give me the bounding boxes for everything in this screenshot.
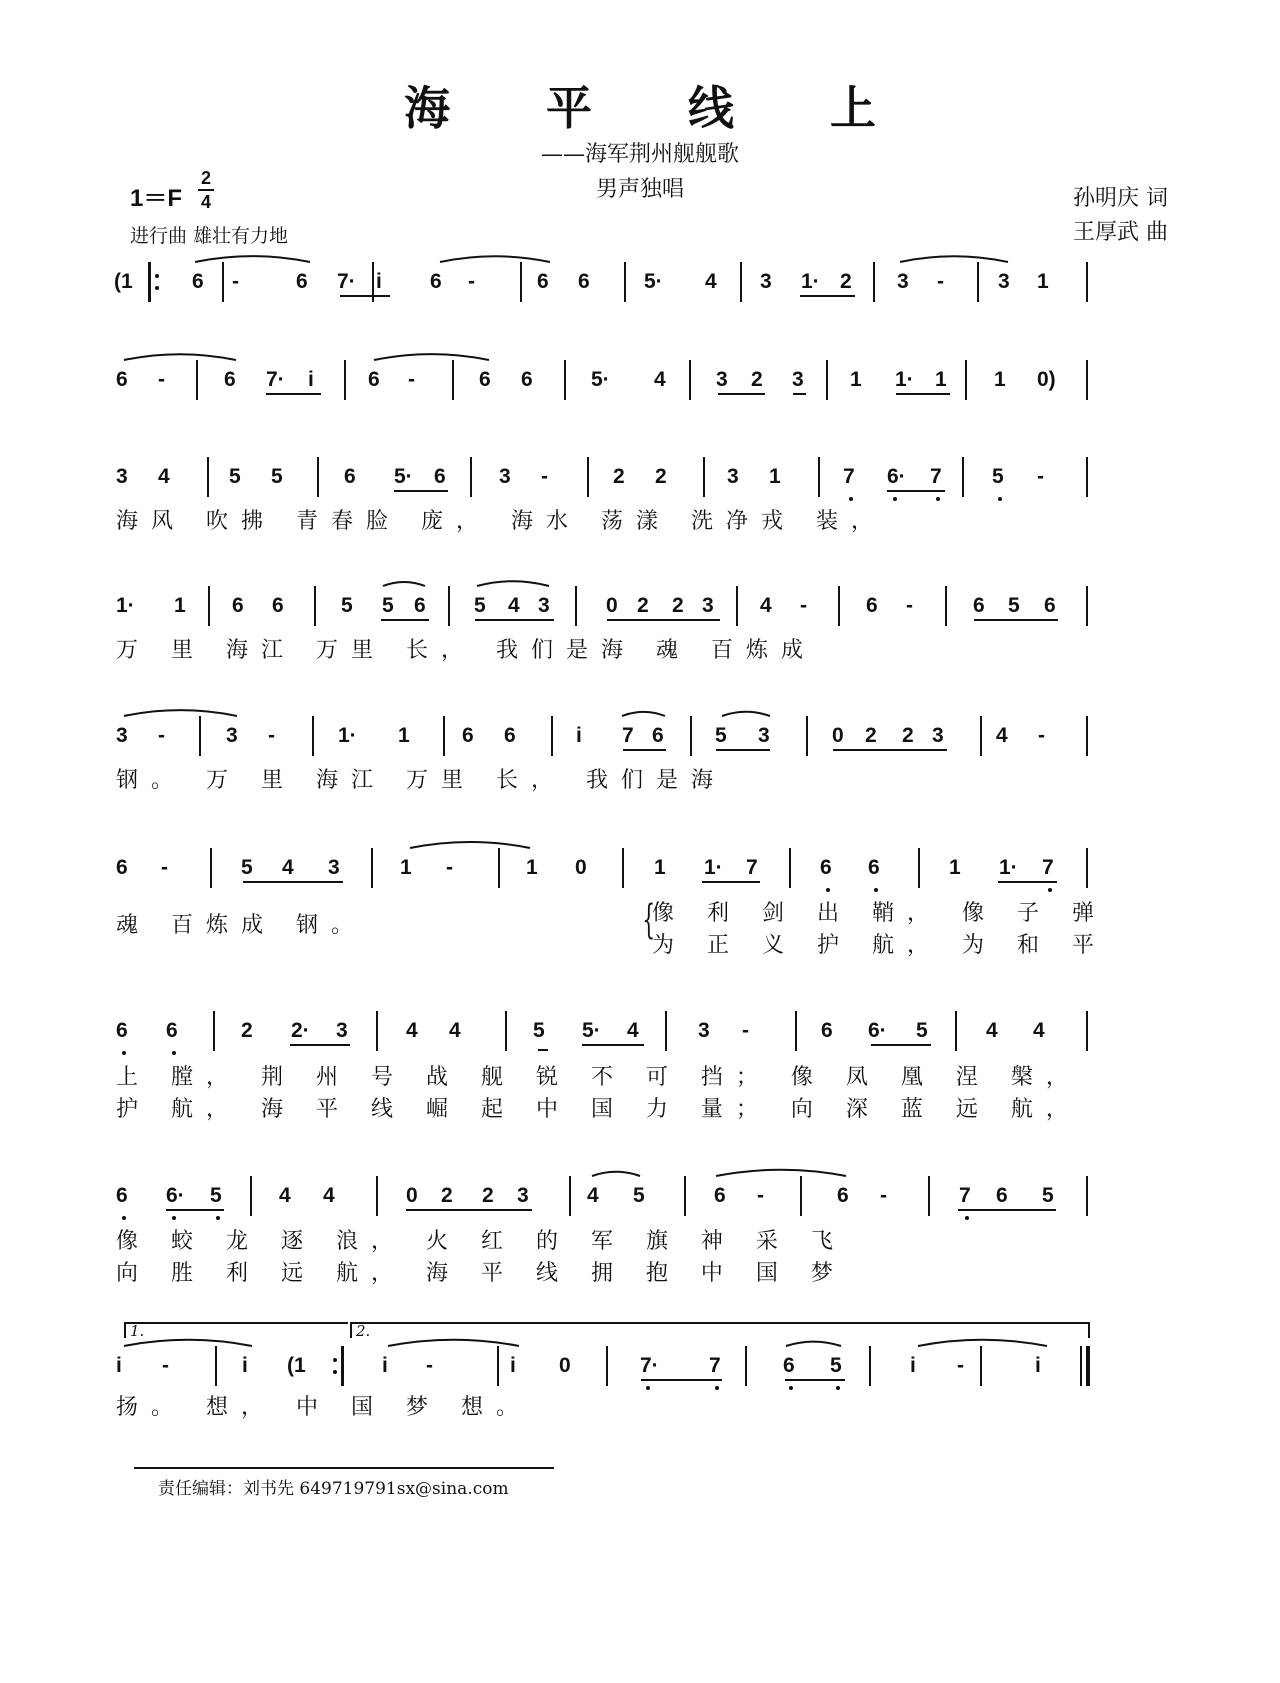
lyrics-verse-2: 向 胜 利 远 航， 海 平 线 拥 抱 中 国 梦 <box>116 1261 846 1286</box>
note: 4 <box>449 1019 461 1042</box>
note: 1· <box>116 594 135 617</box>
note: 3 <box>499 465 511 488</box>
note: - <box>957 1354 964 1377</box>
note: 6 <box>578 270 590 293</box>
volta-2-label: 2. <box>356 1322 371 1340</box>
verse-brace: { <box>642 897 656 943</box>
lyrics-verse-1: 像 蛟 龙 逐 浪， 火 红 的 军 旗 神 采 飞 <box>116 1229 846 1254</box>
tie-slur <box>374 354 489 360</box>
note: 3 <box>998 270 1010 293</box>
note: 6 <box>479 368 491 391</box>
note: 6 <box>434 465 446 488</box>
note: 6 <box>652 724 664 747</box>
note: 4 <box>587 1184 599 1207</box>
note: 3 <box>336 1019 348 1042</box>
note: 6 <box>116 1184 128 1207</box>
note: 5 <box>1042 1184 1054 1207</box>
volta-1-label: 1. <box>130 1322 145 1340</box>
note: 3 <box>702 594 714 617</box>
note: 1· <box>999 856 1018 879</box>
note: - <box>446 856 453 879</box>
song-title: 海 平 线 上 <box>403 81 917 135</box>
note: - <box>906 594 913 617</box>
note: 5 <box>341 594 353 617</box>
lyrics-verse-1: 扬。 想， 中 国 梦 想。 <box>116 1395 531 1420</box>
note: i <box>116 1354 122 1377</box>
note: 5· <box>644 270 663 293</box>
note: - <box>161 856 168 879</box>
note: i <box>242 1354 248 1377</box>
note: 2 <box>751 368 763 391</box>
note: 3 <box>716 368 728 391</box>
note: - <box>232 270 239 293</box>
note: 6 <box>868 856 880 879</box>
note: 3 <box>517 1184 529 1207</box>
note: 6· <box>166 1184 185 1207</box>
footer-divider <box>134 1467 554 1469</box>
note: - <box>880 1184 887 1207</box>
note: 2 <box>241 1019 253 1042</box>
note: 4 <box>323 1184 335 1207</box>
note: 3 <box>116 465 128 488</box>
tie-slur <box>918 1340 1047 1346</box>
note: 6 <box>224 368 236 391</box>
note: 6 <box>521 368 533 391</box>
note: 4 <box>406 1019 418 1042</box>
note: i <box>910 1354 916 1377</box>
lyrics-verse-1: 万 里 海江 万里 长， 我们是海 魂 百炼成 <box>116 638 816 663</box>
note: - <box>1037 465 1044 488</box>
note: 6 <box>1044 594 1056 617</box>
note: 3 <box>116 724 128 747</box>
note: 1 <box>174 594 186 617</box>
note: 0 <box>832 724 844 747</box>
note: 5 <box>916 1019 928 1042</box>
note: 3 <box>758 724 770 747</box>
note: 7· <box>337 270 356 293</box>
note: 5 <box>633 1184 645 1207</box>
note: 3 <box>538 594 550 617</box>
note: 3 <box>897 270 909 293</box>
tie-slur <box>592 1172 640 1176</box>
lyrics-verse-1: 上 膛， 荆 州 号 战 舰 锐 不 可 挡； 像 凤 凰 涅 槃， <box>116 1065 1081 1090</box>
note: 4 <box>158 465 170 488</box>
note: i <box>376 270 382 293</box>
note: 6 <box>232 594 244 617</box>
note: 6 <box>821 1019 833 1042</box>
note: 2 <box>902 724 914 747</box>
note: 5 <box>830 1354 842 1377</box>
tie-slur <box>410 842 530 848</box>
note: 4 <box>282 856 294 879</box>
note: i <box>308 368 314 391</box>
note: 5 <box>533 1019 545 1042</box>
note: 3 <box>932 724 944 747</box>
note: - <box>468 270 475 293</box>
note: (1 <box>287 1354 306 1377</box>
note: 2 <box>865 724 877 747</box>
performance-type: 男声独唱 <box>595 177 684 202</box>
tie-slur <box>477 581 549 586</box>
note: i <box>382 1354 388 1377</box>
note: 5 <box>1008 594 1020 617</box>
note: 7· <box>266 368 285 391</box>
lyrics-verse-2: 护 航， 海 平 线 崛 起 中 国 力 量； 向 深 蓝 远 航， <box>116 1097 1081 1122</box>
note: 4 <box>705 270 717 293</box>
note: 1 <box>400 856 412 879</box>
note: 5· <box>591 368 610 391</box>
note: 1· <box>704 856 723 879</box>
note: 4 <box>508 594 520 617</box>
note: i <box>576 724 582 747</box>
note: 3 <box>698 1019 710 1042</box>
note: 2 <box>613 465 625 488</box>
note: 6· <box>868 1019 887 1042</box>
note: - <box>158 724 165 747</box>
note: - <box>757 1184 764 1207</box>
note: i <box>510 1354 516 1377</box>
note: 1· <box>801 270 820 293</box>
composer-credit: 王厚武 曲 <box>1073 220 1168 245</box>
note: 5· <box>394 465 413 488</box>
note: - <box>158 368 165 391</box>
note: (1 <box>114 270 133 293</box>
note: 1 <box>398 724 410 747</box>
note: - <box>408 368 415 391</box>
tempo-marking: 进行曲 雄壮有力地 <box>130 225 289 247</box>
note: - <box>426 1354 433 1377</box>
note: 6 <box>537 270 549 293</box>
note: 6 <box>166 1019 178 1042</box>
tie-slur <box>124 354 236 360</box>
note: 6 <box>462 724 474 747</box>
note: 6 <box>296 270 308 293</box>
tie-slur <box>124 710 237 716</box>
note: - <box>937 270 944 293</box>
note: 1 <box>994 368 1006 391</box>
note: 0 <box>575 856 587 879</box>
lyrics-verse-2-split: 为 正 义 护 航， 为 和 平 <box>652 933 1107 958</box>
note: 6 <box>414 594 426 617</box>
note: 4 <box>760 594 772 617</box>
note: 6 <box>116 368 128 391</box>
note: 6 <box>430 270 442 293</box>
tie-slur <box>900 256 1008 262</box>
note: - <box>1038 724 1045 747</box>
note: 4 <box>654 368 666 391</box>
note: 1 <box>526 856 538 879</box>
note: - <box>268 724 275 747</box>
note: i <box>1035 1354 1041 1377</box>
note: 7 <box>746 856 758 879</box>
note: 6 <box>973 594 985 617</box>
note: - <box>800 594 807 617</box>
note: 1 <box>1037 270 1049 293</box>
time-signature-bottom: 4 <box>200 192 211 212</box>
note: 2 <box>655 465 667 488</box>
note: 6 <box>368 368 380 391</box>
note: 4 <box>986 1019 998 1042</box>
note: 5· <box>582 1019 601 1042</box>
note: 7 <box>1042 856 1054 879</box>
note: 7 <box>959 1184 971 1207</box>
note: 6 <box>192 270 204 293</box>
note: 6 <box>837 1184 849 1207</box>
lyrics-verse-1: 魂 百炼成 钢。 <box>116 913 366 938</box>
note: 4 <box>279 1184 291 1207</box>
note: 6 <box>996 1184 1008 1207</box>
note: 1· <box>895 368 914 391</box>
tie-slur <box>440 256 550 262</box>
note: 6 <box>820 856 832 879</box>
tie-slur <box>195 256 310 262</box>
note: 7· <box>640 1354 659 1377</box>
tie-slur <box>124 1340 252 1346</box>
tie-slur <box>622 712 665 716</box>
note: 3 <box>760 270 772 293</box>
key-signature: 1＝F <box>130 185 183 212</box>
note: 5 <box>382 594 394 617</box>
tie-slur <box>722 712 770 716</box>
note: 5 <box>210 1184 222 1207</box>
note: 0 <box>606 594 618 617</box>
note: 5 <box>992 465 1004 488</box>
note: 0 <box>559 1354 571 1377</box>
lyrics-verse-1: 海风 吹拂 青春脸 庞， 海水 荡漾 洗净戎 装， <box>116 509 886 534</box>
note: 1 <box>850 368 862 391</box>
note: 2 <box>840 270 852 293</box>
time-signature-top: 2 <box>200 168 211 188</box>
note: 5 <box>474 594 486 617</box>
note: 5 <box>715 724 727 747</box>
note: 2 <box>482 1184 494 1207</box>
note: 7 <box>843 465 855 488</box>
note: 3 <box>727 465 739 488</box>
note: 5 <box>271 465 283 488</box>
note: 2· <box>291 1019 310 1042</box>
note: 2 <box>441 1184 453 1207</box>
note: 6· <box>887 465 906 488</box>
note: 2 <box>637 594 649 617</box>
note: 0) <box>1037 368 1056 391</box>
editor-credit: 责任编辑：刘书先 649719791sx@sina.com <box>158 1479 509 1499</box>
note: 6 <box>714 1184 726 1207</box>
tie-slur <box>388 1340 519 1346</box>
note: 1 <box>769 465 781 488</box>
song-subtitle: ——海军荆州舰舰歌 <box>540 142 739 167</box>
note: 3 <box>226 724 238 747</box>
lyrics-verse-1-split: 像 利 剑 出 鞘， 像 子 弹 <box>652 901 1107 926</box>
tie-slur <box>786 1342 841 1346</box>
note: 6 <box>116 856 128 879</box>
note: 5 <box>229 465 241 488</box>
tie-slur <box>383 582 425 586</box>
note: 2 <box>672 594 684 617</box>
note: 4 <box>1033 1019 1045 1042</box>
note: 5 <box>241 856 253 879</box>
note: 1 <box>949 856 961 879</box>
note: 4 <box>627 1019 639 1042</box>
note: 6 <box>344 465 356 488</box>
note: - <box>541 465 548 488</box>
note: 6 <box>116 1019 128 1042</box>
note: - <box>742 1019 749 1042</box>
note: 3 <box>328 856 340 879</box>
note: 6 <box>783 1354 795 1377</box>
note: - <box>162 1354 169 1377</box>
note: 1 <box>935 368 947 391</box>
note: 1 <box>654 856 666 879</box>
note: 3 <box>792 368 804 391</box>
note: 6 <box>866 594 878 617</box>
note: 7 <box>709 1354 721 1377</box>
note: 1· <box>338 724 357 747</box>
note: 6 <box>272 594 284 617</box>
note: 7 <box>622 724 634 747</box>
note: 6 <box>504 724 516 747</box>
lyricist-credit: 孙明庆 词 <box>1073 186 1168 211</box>
lyrics-verse-1: 钢。 万 里 海江 万里 长， 我们是海 <box>116 768 726 793</box>
tie-slur <box>716 1170 846 1176</box>
note: 0 <box>406 1184 418 1207</box>
note: 4 <box>996 724 1008 747</box>
note: 7 <box>930 465 942 488</box>
